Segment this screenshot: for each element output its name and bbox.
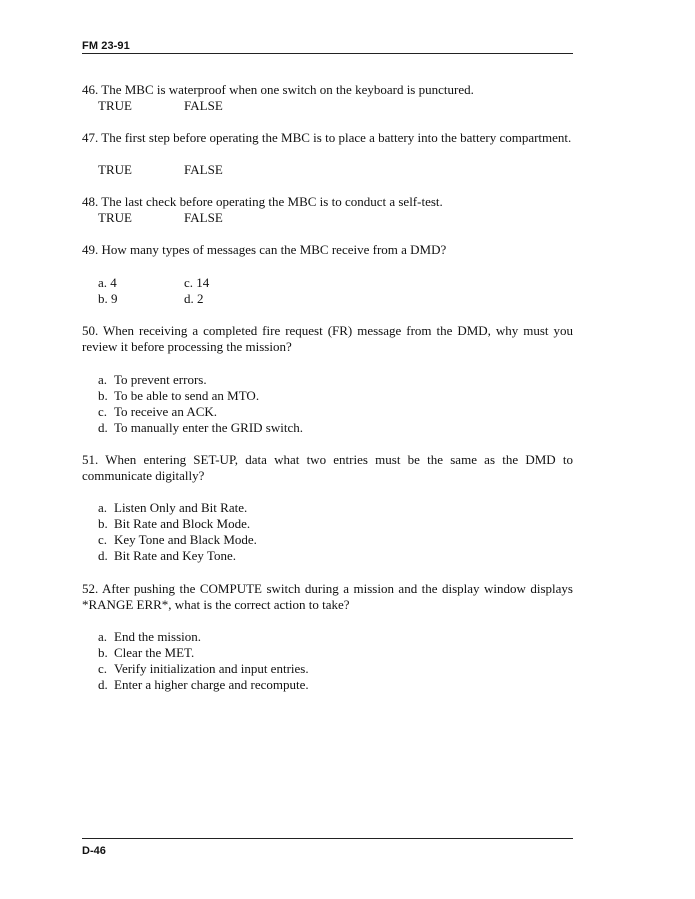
true-option: TRUE: [98, 162, 132, 177]
option-text: Bit Rate and Block Mode.: [114, 516, 251, 531]
question-52: 52. After pushing the COMPUTE switch during a mission and the display window displays *RANGE ERR*, what is the correct action to take?: [82, 581, 573, 612]
option-text: To prevent errors.: [114, 372, 207, 387]
footer-rule: [82, 838, 573, 839]
option-b: [98, 516, 250, 532]
option-label: c.: [98, 404, 108, 419]
option-label: b.: [98, 516, 108, 531]
option-text: To be able to send an MTO.: [114, 388, 260, 403]
option-b: b. 9: [98, 291, 118, 306]
option-text: End the mission.: [114, 629, 202, 644]
option-label: c.: [98, 661, 108, 676]
option-a: [98, 500, 247, 516]
true-option: TRUE: [98, 210, 132, 225]
option-label: d.: [98, 677, 108, 692]
question-48-answers: [98, 210, 223, 226]
false-option: FALSE: [184, 210, 223, 225]
option-a: [98, 629, 201, 645]
option-a: [98, 372, 207, 388]
option-c: [98, 404, 217, 420]
option-label: c.: [98, 532, 108, 547]
option-text: To receive an ACK.: [114, 404, 218, 419]
option-c: [98, 532, 257, 548]
option-label: a.: [98, 629, 108, 644]
true-option: TRUE: [98, 98, 132, 113]
option-d: d. 2: [184, 291, 204, 306]
option-label: a.: [98, 500, 108, 515]
option-text: Enter a higher charge and recompute.: [114, 677, 309, 692]
question-49: 49. How many types of messages can the MBC receive from a DMD?: [82, 242, 447, 257]
question-48: 48. The last check before operating the MBC is to conduct a self-test.: [82, 194, 443, 209]
option-text: Verify initialization and input entries.: [114, 661, 309, 676]
question-47: 47. The first step before operating the MBC is to place a battery into the battery compartment.: [82, 130, 572, 145]
header-rule: [82, 53, 573, 54]
option-label: a.: [98, 372, 108, 387]
option-label: b.: [98, 645, 108, 660]
option-label: d.: [98, 548, 108, 563]
option-text: Listen Only and Bit Rate.: [114, 500, 248, 515]
option-text: Key Tone and Black Mode.: [114, 532, 257, 547]
option-d: [98, 548, 236, 564]
false-option: FALSE: [184, 98, 223, 113]
page-number: D-46: [82, 845, 106, 857]
option-b: [98, 645, 194, 661]
option-d: [98, 420, 303, 436]
option-c: c. 14: [184, 275, 210, 290]
false-option: FALSE: [184, 162, 223, 177]
option-b: [98, 388, 259, 404]
option-text: Bit Rate and Key Tone.: [114, 548, 236, 563]
option-a: a. 4: [98, 275, 117, 290]
option-text: To manually enter the GRID switch.: [114, 420, 303, 435]
question-47-answers: [98, 162, 223, 178]
question-50: 50. When receiving a completed fire request (FR) message from the DMD, why must you review it before processing the mission?: [82, 323, 573, 354]
option-c: [98, 661, 309, 677]
question-51: 51. When entering SET-UP, data what two entries must be the same as the DMD to communicate digitally?: [82, 452, 573, 483]
question-46-answers: [98, 98, 223, 114]
option-text: Clear the MET.: [114, 645, 195, 660]
option-label: d.: [98, 420, 108, 435]
option-d: [98, 677, 309, 693]
option-label: b.: [98, 388, 108, 403]
question-46: 46. The MBC is waterproof when one switch on the keyboard is punctured.: [82, 82, 474, 97]
document-id: FM 23-91: [82, 40, 130, 52]
